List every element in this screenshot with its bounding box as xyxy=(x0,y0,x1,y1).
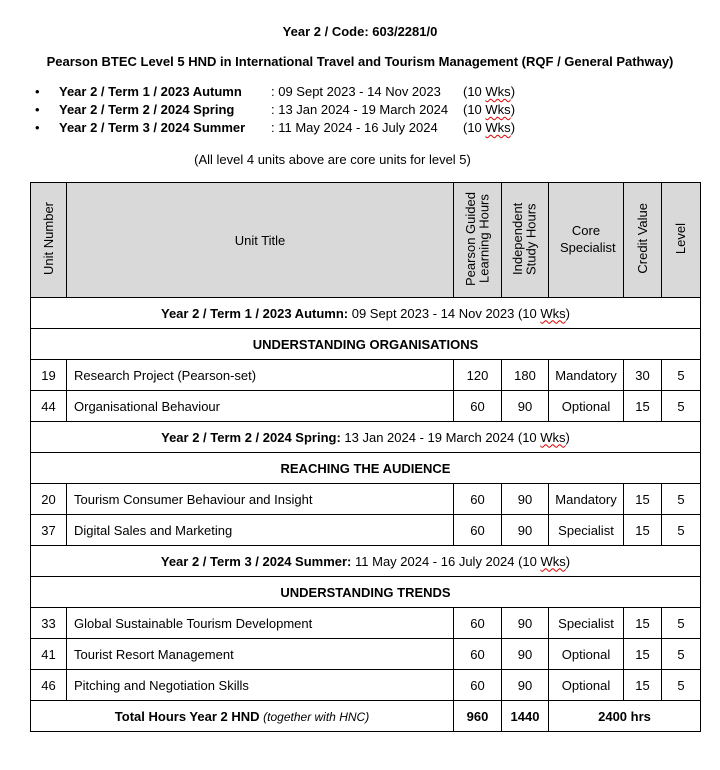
total-study-hours: 1440 xyxy=(502,701,549,732)
credit-value: 15 xyxy=(624,484,662,515)
unit-title: Pitching and Negotiation Skills xyxy=(67,670,454,701)
term-heading-end: ) xyxy=(565,553,571,569)
unit-row xyxy=(31,670,701,701)
unit-level: 5 xyxy=(662,515,701,546)
bullet-icon: • xyxy=(35,84,40,99)
term-item xyxy=(35,102,555,120)
term-item xyxy=(35,84,555,102)
term-list xyxy=(35,84,555,138)
weeks-prefix: (10 xyxy=(463,102,486,117)
weeks-suffix: ) xyxy=(510,102,516,117)
guided-hours: 60 xyxy=(454,484,502,515)
study-hours: 90 xyxy=(502,515,549,546)
term-heading-end: ) xyxy=(565,429,570,445)
guided-hours: 60 xyxy=(454,639,502,670)
study-hours: 180 xyxy=(502,360,549,391)
unit-title: Organisational Behaviour xyxy=(67,391,454,422)
header-guided-hours: Pearson Guided Learning Hours xyxy=(454,183,502,298)
term-label: Year 2 / Term 3 / 2024 Summer xyxy=(59,120,246,135)
credit-value: 30 xyxy=(624,360,662,391)
unit-type: Specialist xyxy=(549,608,624,639)
units-table xyxy=(30,182,701,732)
theme-row xyxy=(31,577,701,608)
term-row xyxy=(31,298,701,329)
unit-type: Optional xyxy=(549,639,624,670)
weeks-word: Wks xyxy=(485,102,511,117)
weeks-prefix: (10 xyxy=(463,84,486,99)
core-units-note: (All level 4 units above are core units for level 5) xyxy=(194,152,471,167)
unit-level: 5 xyxy=(662,391,701,422)
term-weeks xyxy=(463,120,515,135)
weeks-suffix: ) xyxy=(510,84,516,99)
guided-hours: 60 xyxy=(454,391,502,422)
total-note: (together with HNC) xyxy=(263,709,370,724)
unit-title: Research Project (Pearson-set) xyxy=(67,360,454,391)
term-heading-weeks: Wks xyxy=(540,553,566,569)
unit-row xyxy=(31,484,701,515)
unit-row xyxy=(31,360,701,391)
theme-heading: UNDERSTANDING ORGANISATIONS xyxy=(31,329,701,360)
header-unit-number: Unit Number xyxy=(31,183,67,298)
program-title: Pearson BTEC Level 5 HND in International Travel and Tourism Management (RQF / General Pathway) xyxy=(46,54,674,69)
unit-number: 46 xyxy=(31,670,67,701)
term-label: Year 2 / Term 2 / 2024 Spring xyxy=(59,102,235,117)
term-weeks xyxy=(463,102,515,117)
term-heading-label: Year 2 / Term 1 / 2023 Autumn: xyxy=(160,305,349,321)
unit-level: 5 xyxy=(662,360,701,391)
unit-title: Global Sustainable Tourism Development xyxy=(67,608,454,639)
guided-hours: 60 xyxy=(454,515,502,546)
unit-level: 5 xyxy=(662,484,701,515)
unit-number: 19 xyxy=(31,360,67,391)
weeks-word: Wks xyxy=(485,120,511,135)
term-row xyxy=(31,546,701,577)
total-guided-hours: 960 xyxy=(454,701,502,732)
unit-row xyxy=(31,608,701,639)
bullet-icon: • xyxy=(35,102,40,117)
weeks-suffix: ) xyxy=(510,120,516,135)
unit-number: 44 xyxy=(31,391,67,422)
study-hours: 90 xyxy=(502,391,549,422)
unit-title: Digital Sales and Marketing xyxy=(67,515,454,546)
unit-row xyxy=(31,391,701,422)
total-label-cell xyxy=(31,701,454,732)
unit-number: 33 xyxy=(31,608,67,639)
term-heading-end: ) xyxy=(565,305,570,321)
term-heading-label: Year 2 / Term 2 / 2024 Spring: xyxy=(161,429,341,445)
term-heading xyxy=(31,298,701,329)
term-heading-label: Year 2 / Term 3 / 2024 Summer: xyxy=(160,553,352,569)
bullet-icon: • xyxy=(35,120,40,135)
study-hours: 90 xyxy=(502,670,549,701)
unit-row xyxy=(31,515,701,546)
term-heading xyxy=(31,422,701,453)
unit-type: Specialist xyxy=(549,515,624,546)
study-hours: 90 xyxy=(502,608,549,639)
term-dates: : 13 Jan 2024 - 19 March 2024 xyxy=(271,102,449,117)
theme-heading: UNDERSTANDING TRENDS xyxy=(31,577,701,608)
total-label: Total Hours Year 2 HND xyxy=(114,708,260,724)
guided-hours: 60 xyxy=(454,608,502,639)
code-title: Year 2 / Code: 603/2281/0 xyxy=(282,24,438,39)
term-heading-weeks: Wks xyxy=(540,305,566,321)
term-dates: : 09 Sept 2023 - 14 Nov 2023 xyxy=(271,84,441,99)
header-level: Level xyxy=(662,183,701,298)
unit-type: Optional xyxy=(549,670,624,701)
header-credit-value: Credit Value xyxy=(624,183,662,298)
theme-heading: REACHING THE AUDIENCE xyxy=(31,453,701,484)
unit-title: Tourism Consumer Behaviour and Insight xyxy=(67,484,454,515)
term-heading xyxy=(31,546,701,577)
header-study-hours: Independent Study Hours xyxy=(502,183,549,298)
guided-hours: 120 xyxy=(454,360,502,391)
unit-number: 20 xyxy=(31,484,67,515)
term-heading-dates: 09 Sept 2023 - 14 Nov 2023 (10 xyxy=(348,305,541,321)
credit-value: 15 xyxy=(624,639,662,670)
credit-value: 15 xyxy=(624,608,662,639)
total-overall-hours: 2400 hrs xyxy=(549,701,701,732)
term-dates: : 11 May 2024 - 16 July 2024 xyxy=(271,120,438,135)
credit-value: 15 xyxy=(624,670,662,701)
term-heading-dates: 13 Jan 2024 - 19 March 2024 (10 xyxy=(340,429,541,445)
unit-title: Tourist Resort Management xyxy=(67,639,454,670)
total-row xyxy=(31,701,701,732)
term-item xyxy=(35,120,555,138)
theme-row xyxy=(31,453,701,484)
theme-row xyxy=(31,329,701,360)
unit-type: Mandatory xyxy=(549,360,624,391)
guided-hours: 60 xyxy=(454,670,502,701)
weeks-prefix: (10 xyxy=(463,120,486,135)
unit-type: Optional xyxy=(549,391,624,422)
unit-level: 5 xyxy=(662,639,701,670)
unit-number: 37 xyxy=(31,515,67,546)
credit-value: 15 xyxy=(624,515,662,546)
term-label: Year 2 / Term 1 / 2023 Autumn xyxy=(59,84,242,99)
study-hours: 90 xyxy=(502,639,549,670)
term-heading-weeks: Wks xyxy=(540,429,566,445)
term-weeks xyxy=(463,84,515,99)
unit-level: 5 xyxy=(662,670,701,701)
term-heading-dates: 11 May 2024 - 16 July 2024 (10 xyxy=(351,553,541,569)
unit-level: 5 xyxy=(662,608,701,639)
term-row xyxy=(31,422,701,453)
header-core-specialist: Core Specialist xyxy=(549,183,624,298)
credit-value: 15 xyxy=(624,391,662,422)
weeks-word: Wks xyxy=(485,84,511,99)
study-hours: 90 xyxy=(502,484,549,515)
unit-row xyxy=(31,639,701,670)
unit-number: 41 xyxy=(31,639,67,670)
header-unit-title: Unit Title xyxy=(67,183,454,298)
unit-type: Mandatory xyxy=(549,484,624,515)
